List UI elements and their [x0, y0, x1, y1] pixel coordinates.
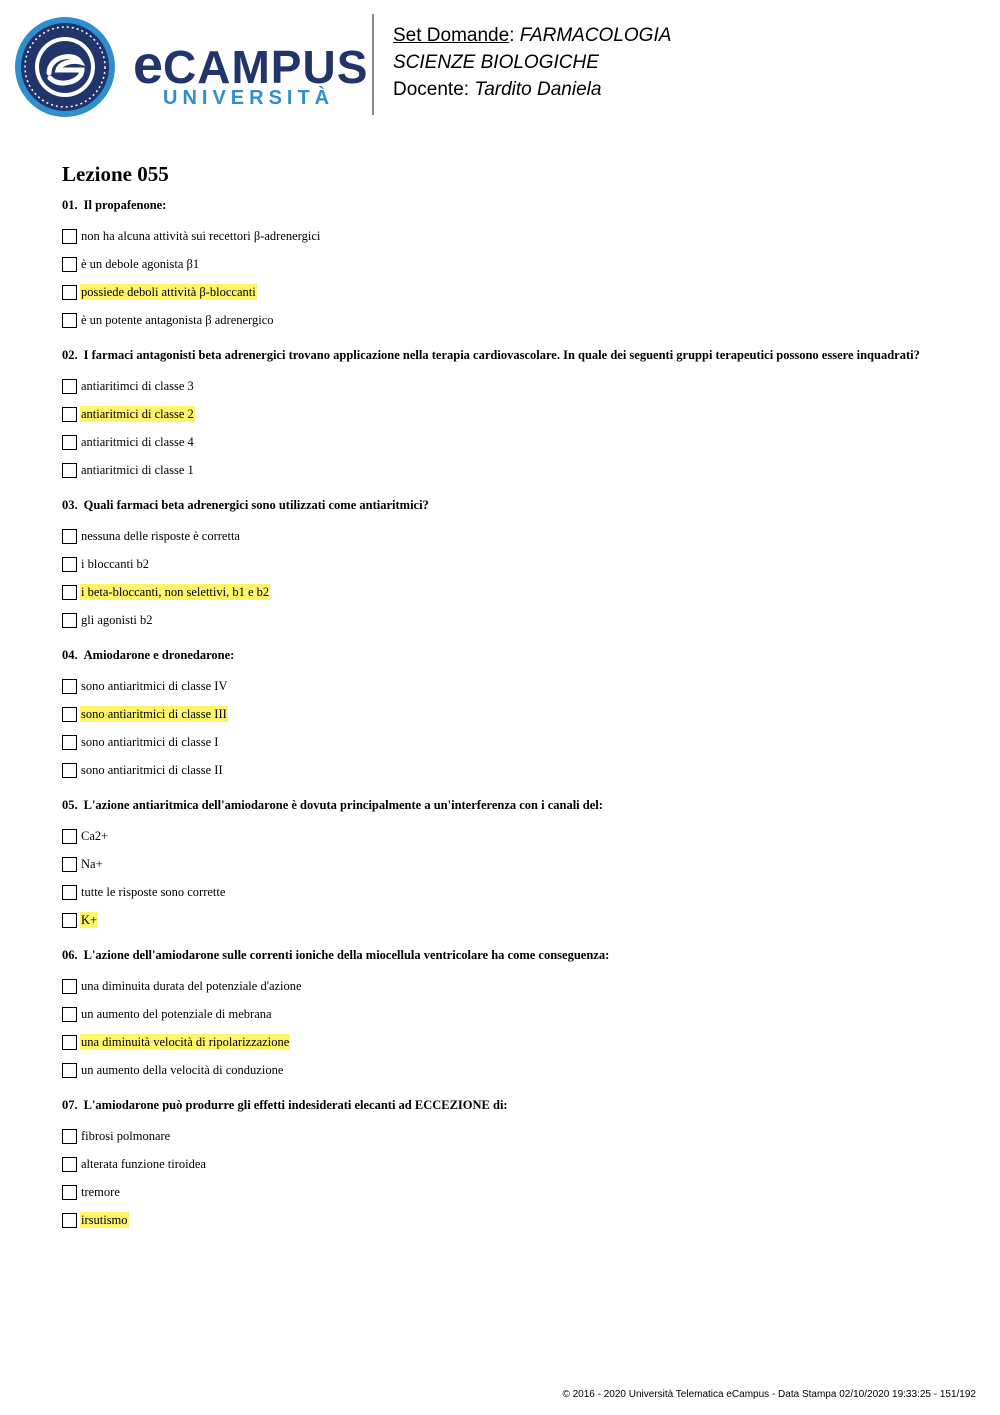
answer-checkbox[interactable] — [62, 735, 77, 750]
question-text: I farmaci antagonisti beta adrenergici trovano applicazione nella terapia cardiovascolare. In quale dei seguenti gruppi terapeutici possono essere inquadrati? — [83, 348, 920, 362]
answer-checkbox[interactable] — [62, 979, 77, 994]
question-text: Amiodarone e dronedarone: — [83, 648, 235, 662]
answer-text: alterata funzione tiroidea — [81, 1157, 206, 1171]
answer-text: non ha alcuna attività sui recettori β-adrenergici — [81, 229, 321, 243]
question-title — [62, 947, 962, 963]
answer-text-highlighted: sono antiaritmici di classe III — [81, 707, 227, 721]
answer-text: sono antiaritmici di classe II — [81, 763, 223, 777]
question-number: 02. — [62, 348, 78, 362]
header-info — [393, 22, 671, 103]
answer-option[interactable] — [62, 1000, 962, 1028]
answer-text: sono antiaritmici di classe I — [81, 735, 219, 749]
answer-text: antiaritimci di classe 3 — [81, 379, 194, 393]
answer-text: gli agonisti b2 — [81, 613, 153, 627]
question-title — [62, 797, 962, 813]
answer-text-highlighted: i beta-bloccanti, non selettivi, b1 e b2 — [81, 585, 270, 599]
answer-option[interactable] — [62, 306, 962, 334]
question-text: Quali farmaci beta adrenergici sono utilizzati come antiaritmici? — [83, 498, 429, 512]
answer-text: è un potente antagonista β adrenergico — [81, 313, 274, 327]
answer-text: antiaritmici di classe 4 — [81, 435, 194, 449]
question-title — [62, 197, 962, 213]
answer-checkbox[interactable] — [62, 679, 77, 694]
answer-option[interactable] — [62, 578, 962, 606]
answer-option[interactable] — [62, 756, 962, 784]
set-value: FARMACOLOGIA — [519, 25, 672, 46]
lesson-title: Lezione 055 — [62, 162, 169, 186]
question-text: L'azione antiaritmica dell'amiodarone è dovuta principalmente a un'interferenza con i canali del: — [83, 798, 603, 812]
answer-checkbox[interactable] — [62, 1129, 77, 1144]
answer-option[interactable] — [62, 222, 962, 250]
answer-checkbox[interactable] — [62, 829, 77, 844]
answer-text-highlighted: possiede deboli attività β-bloccanti — [81, 285, 256, 299]
answer-checkbox[interactable] — [62, 229, 77, 244]
answer-text: un aumento del potenziale di mebrana — [81, 1007, 272, 1021]
answer-checkbox[interactable] — [62, 885, 77, 900]
answer-text: i bloccanti b2 — [81, 557, 150, 571]
answer-text: è un debole agonista β1 — [81, 257, 200, 271]
answer-option[interactable] — [62, 728, 962, 756]
answer-checkbox[interactable] — [62, 257, 77, 272]
question-text: L'azione dell'amiodarone sulle correnti ioniche della miocellula ventricolare ha come conseguenza: — [83, 948, 610, 962]
answer-checkbox[interactable] — [62, 913, 77, 928]
question-number: 07. — [62, 1098, 78, 1112]
answer-checkbox[interactable] — [62, 1157, 77, 1172]
answer-option[interactable] — [62, 1150, 962, 1178]
answer-checkbox[interactable] — [62, 1213, 77, 1228]
question-number: 03. — [62, 498, 78, 512]
answer-option[interactable] — [62, 606, 962, 634]
question — [62, 647, 962, 784]
question-number: 04. — [62, 648, 78, 662]
question — [62, 497, 962, 634]
question-title — [62, 1097, 962, 1113]
answer-option[interactable] — [62, 850, 962, 878]
question-list — [62, 197, 962, 1247]
answer-option[interactable] — [62, 822, 962, 850]
answer-checkbox[interactable] — [62, 557, 77, 572]
answer-option[interactable] — [62, 1206, 962, 1234]
answer-option[interactable] — [62, 700, 962, 728]
answer-text: tremore — [81, 1185, 120, 1199]
answer-option[interactable] — [62, 550, 962, 578]
answer-checkbox[interactable] — [62, 1063, 77, 1078]
answer-option[interactable] — [62, 878, 962, 906]
docente-label: Docente: — [393, 79, 470, 100]
answer-checkbox[interactable] — [62, 1007, 77, 1022]
set-line: Set Domande: FARMACOLOGIA — [393, 25, 672, 46]
question — [62, 947, 962, 1084]
answer-option[interactable] — [62, 278, 962, 306]
question-number: 06. — [62, 948, 78, 962]
answer-option[interactable] — [62, 1028, 962, 1056]
answer-text-highlighted: irsutismo — [81, 1213, 128, 1227]
question-number: 05. — [62, 798, 78, 812]
question — [62, 797, 962, 934]
answer-option[interactable] — [62, 672, 962, 700]
answer-checkbox[interactable] — [62, 1035, 77, 1050]
header-divider — [372, 14, 374, 115]
answer-option[interactable] — [62, 400, 962, 428]
ecampus-logo-wordmark: eCAMPUS — [133, 35, 369, 95]
question — [62, 1097, 962, 1234]
answer-text: Na+ — [81, 857, 103, 871]
answer-checkbox[interactable] — [62, 435, 77, 450]
answer-checkbox[interactable] — [62, 763, 77, 778]
answer-checkbox[interactable] — [62, 857, 77, 872]
ecampus-logo-badge-icon — [14, 16, 116, 118]
answer-text-highlighted: una diminuità velocità di ripolarizzazione — [81, 1035, 290, 1049]
set-label: Set Domande — [393, 25, 510, 46]
answer-checkbox[interactable] — [62, 529, 77, 544]
question-text: Il propafenone: — [83, 198, 167, 212]
ecampus-logo-subtitle: UNIVERSITÀ — [163, 87, 335, 109]
question — [62, 347, 962, 484]
question-text: L'amiodarone può produrre gli effetti indesiderati elecanti ad ECCEZIONE di: — [83, 1098, 508, 1112]
answer-checkbox[interactable] — [62, 707, 77, 722]
question-title — [62, 497, 962, 513]
answer-option[interactable] — [62, 250, 962, 278]
course-name: SCIENZE BIOLOGICHE — [393, 52, 599, 73]
answer-text: antiaritmici di classe 1 — [81, 463, 194, 477]
question-title — [62, 347, 962, 363]
answer-checkbox[interactable] — [62, 313, 77, 328]
question — [62, 197, 962, 334]
answer-option[interactable] — [62, 522, 962, 550]
page-header — [0, 0, 1000, 130]
answer-checkbox[interactable] — [62, 285, 77, 300]
answer-text: Ca2+ — [81, 829, 109, 843]
answer-option[interactable] — [62, 456, 962, 484]
answer-text: un aumento della velocità di conduzione — [81, 1063, 284, 1077]
answer-checkbox[interactable] — [62, 1185, 77, 1200]
course-line — [393, 49, 671, 76]
answer-text: sono antiaritmici di classe IV — [81, 679, 228, 693]
answer-text-highlighted: antiaritmici di classe 2 — [81, 407, 194, 421]
answer-checkbox[interactable] — [62, 463, 77, 478]
answer-text: nessuna delle risposte è corretta — [81, 529, 240, 543]
answer-option[interactable] — [62, 1056, 962, 1084]
answer-option[interactable] — [62, 972, 962, 1000]
answer-option[interactable] — [62, 1122, 962, 1150]
answer-option[interactable] — [62, 372, 962, 400]
answer-option[interactable] — [62, 428, 962, 456]
answer-text-highlighted: K+ — [81, 913, 98, 927]
answer-checkbox[interactable] — [62, 585, 77, 600]
answer-text: fibrosi polmonare — [81, 1129, 171, 1143]
answer-option[interactable] — [62, 906, 962, 934]
question-title — [62, 647, 962, 663]
docente-name: Tardito Daniela — [474, 79, 602, 100]
answer-checkbox[interactable] — [62, 379, 77, 394]
question-number: 01. — [62, 198, 78, 212]
docente-line — [393, 76, 671, 103]
answer-option[interactable] — [62, 1178, 962, 1206]
answer-checkbox[interactable] — [62, 407, 77, 422]
page-footer: © 2016 - 2020 Università Telematica eCampus - Data Stampa 02/10/2020 19:33:25 - 151/192 — [562, 1389, 976, 1400]
answer-checkbox[interactable] — [62, 613, 77, 628]
answer-text: tutte le risposte sono corrette — [81, 885, 226, 899]
answer-text: una diminuita durata del potenziale d'azione — [81, 979, 302, 993]
